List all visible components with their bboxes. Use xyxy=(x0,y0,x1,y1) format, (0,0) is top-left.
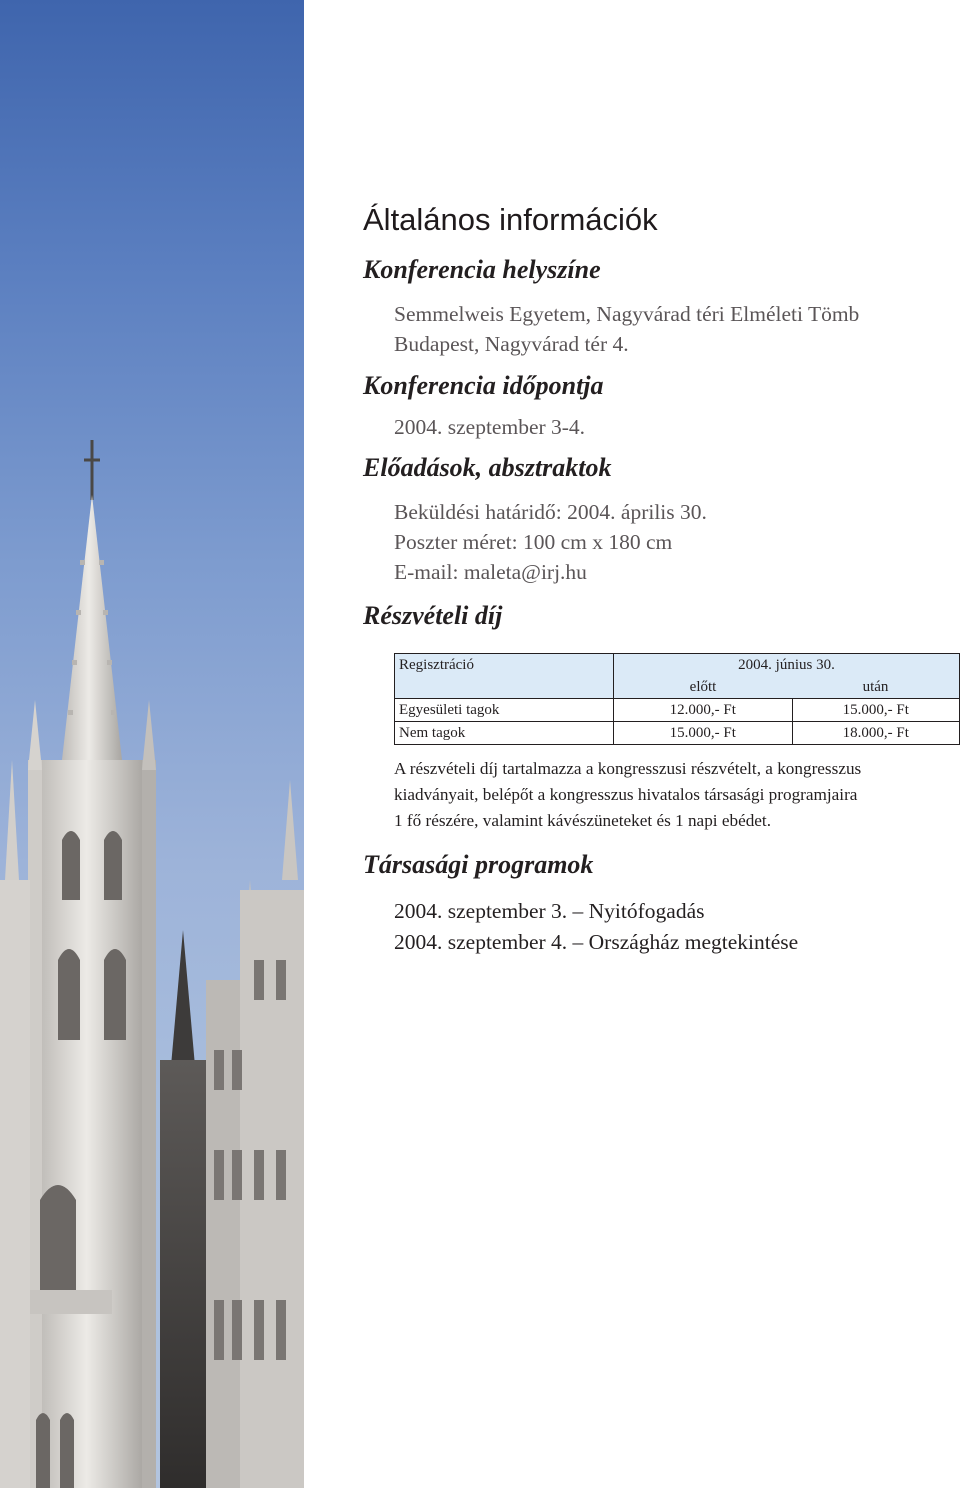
general-information-section xyxy=(363,198,960,958)
table-row xyxy=(395,699,960,722)
contact-email: E-mail: maleta@irj.hu xyxy=(394,560,587,584)
table-header-registration: Regisztráció xyxy=(395,654,614,699)
date-heading: Konferencia időpontja xyxy=(363,371,604,400)
fee-note-line: A részvételi díj tartalmazza a kongresszusi részvételt, a kongresszus xyxy=(394,759,862,778)
submission-deadline: Beküldési határidő: 2004. április 30. xyxy=(394,500,707,524)
fee-after: 18.000,- Ft xyxy=(792,722,960,745)
registration-fee-table xyxy=(394,653,960,745)
poster-size: Poszter méret: 100 cm x 180 cm xyxy=(394,530,673,554)
table-header-deadline: 2004. június 30. xyxy=(614,654,960,677)
fee-after: 15.000,- Ft xyxy=(792,699,960,722)
venue-line: Semmelweis Egyetem, Nagyvárad téri Elméleti Tömb xyxy=(394,302,860,326)
venue-address: Budapest, Nagyvárad tér 4. xyxy=(394,332,629,356)
fee-note-line: kiadványait, belépőt a kongresszus hivatalos társasági programjaira xyxy=(394,785,858,804)
table-header-after: után xyxy=(792,676,960,699)
fee-before: 15.000,- Ft xyxy=(614,722,793,745)
social-programs-heading: Társasági programok xyxy=(363,850,594,879)
table-row xyxy=(395,722,960,745)
program-item: 2004. szeptember 3. – Nyitófogadás xyxy=(394,899,705,923)
venue-heading: Konferencia helyszíne xyxy=(363,255,601,284)
fees-heading: Részvételi díj xyxy=(363,601,503,630)
conference-date: 2004. szeptember 3-4. xyxy=(394,415,586,439)
fee-before: 12.000,- Ft xyxy=(614,699,793,722)
parliament-photo xyxy=(0,0,304,1488)
abstracts-heading: Előadások, absztraktok xyxy=(363,453,612,482)
program-item: 2004. szeptember 4. – Országház megtekintése xyxy=(394,930,799,954)
row-label: Egyesületi tagok xyxy=(395,699,614,722)
fee-note-line: 1 fő részére, valamint kávészüneteket és 1 napi ebédet. xyxy=(394,811,772,830)
table-header-before: előtt xyxy=(614,676,793,699)
page-title: Általános információk xyxy=(363,202,658,237)
row-label: Nem tagok xyxy=(395,722,614,745)
